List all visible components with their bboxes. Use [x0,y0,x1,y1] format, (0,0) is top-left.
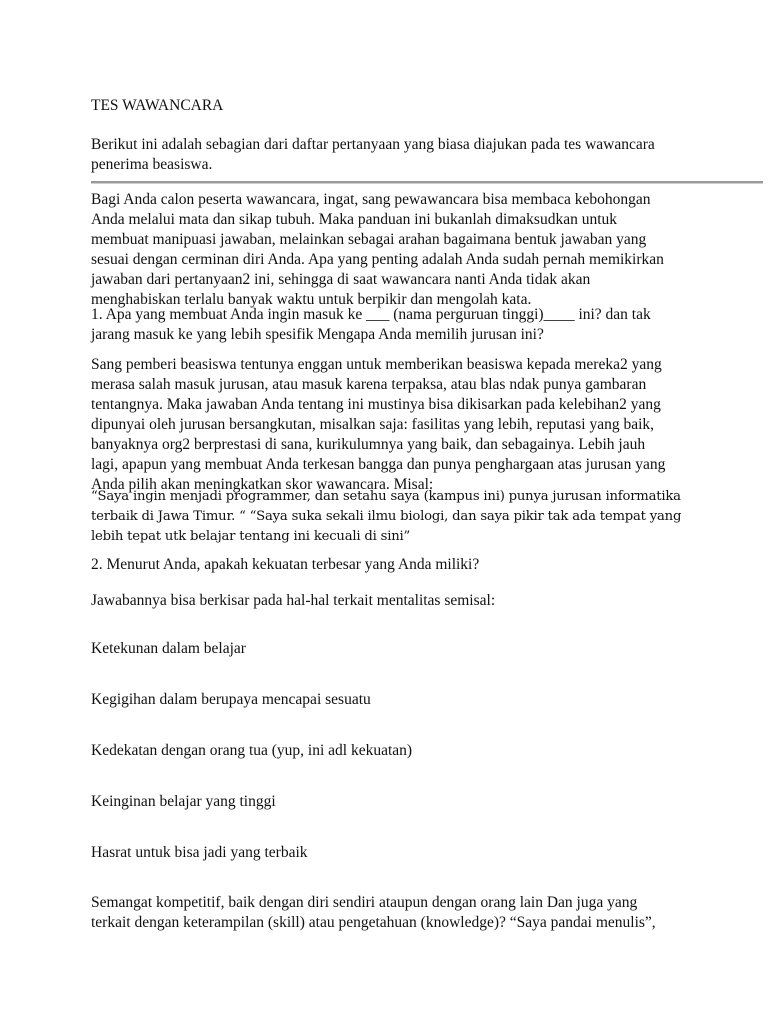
document-title [91,96,731,116]
text-line: terkait dengan keterampilan (skill) atau pengetahuan (knowledge)? “Saya pandai menulis”, [91,914,656,931]
text-line: “Saya ingin menjadi programmer, dan setahu saya (kampus ini) punya jurusan informatika [91,489,681,504]
text-line: Jawabannya bisa berkisar pada hal-hal terkait mentalitas semisal: [91,592,496,609]
text-line: jawaban dari pertanyaan2 ini, sehingga di saat wawancara nanti Anda tidak akan [91,271,591,288]
text-line: Sang pemberi beasiswa tentunya enggan untuk memberikan beasiswa kepada mereka2 yang [91,356,662,373]
text-line: Bagi Anda calon peserta wawancara, ingat, sang pewawancara bisa membaca kebohongan [91,191,651,208]
example-quote [91,487,731,547]
text-line: merasa salah masuk jurusan, atau masuk karena terpaksa, atau blas ndak punya gambaran [91,376,647,393]
advice-paragraph [91,190,731,310]
text-line: Berikut ini adalah sebagian dari daftar pertanyaan yang biasa diajukan pada tes wawancara [91,136,655,153]
text-line: Keinginan belajar yang tinggi [91,793,276,810]
text-line: 2. Menurut Anda, apakah kekuatan terbesar yang Anda miliki? [91,556,480,573]
text-line: sesuai dengan cerminan diri Anda. Apa yang penting adalah Anda sudah pernah memikirkan [91,251,664,268]
strength-item [91,893,731,933]
text-line: Hasrat untuk bisa jadi yang terbaik [91,844,308,861]
strength-item [91,741,731,761]
answer-2-intro [91,591,731,611]
answer-1-paragraph [91,355,731,495]
question-2 [91,555,731,575]
text-line: Ketekunan dalam belajar [91,640,246,657]
text-line: terbaik di Jawa Timur. “ “Saya suka sekali ilmu biologi, dan saya pikir tak ada tempat yang [91,509,682,524]
text-line: lebih tepat utk belajar tentang ini kecuali di sini” [91,529,411,544]
text-line: banyaknya org2 berprestasi di sana, kurikulumnya yang baik, dan sebagainya. Lebih jauh [91,436,646,453]
title-text: TES WAWANCARA [91,97,224,114]
text-line: penerima beasiswa. [91,156,213,173]
text-line: tentangnya. Maka jawaban Anda tentang ini mustinya bisa dikisarkan pada kelebihan2 yang [91,396,661,413]
text-line: 1. Apa yang membuat Anda ingin masuk ke ___ (nama perguruan tinggi)____ ini? dan tak [91,306,651,323]
text-line: Kedekatan dengan orang tua (yup, ini adl kekuatan) [91,742,413,759]
text-line: Kegigihan dalam berupaya mencapai sesuatu [91,691,371,708]
horizontal-divider [91,181,763,184]
text-line: lagi, apapun yang membuat Anda terkesan bangga dan punya penghargaan atas jurusan yang [91,456,666,473]
text-line: menghabiskan terlalu banyak waktu untuk berpikir dan mengolah kata. [91,291,532,308]
text-line: Semangat kompetitif, baik dengan diri sendiri ataupun dengan orang lain Dan juga yang [91,894,638,911]
strength-item [91,792,731,812]
question-1 [91,305,731,345]
text-line: jarang masuk ke yang lebih spesifik Mengapa Anda memilih jurusan ini? [91,326,544,343]
intro-paragraph [91,135,731,175]
strength-item [91,690,731,710]
text-line: Anda melalui mata dan sikap tubuh. Maka panduan ini bukanlah dimaksudkan untuk [91,211,618,228]
text-line: Anda pilih akan meningkatkan skor wawancara. Misal: [91,476,434,493]
text-line: dipunyai oleh jurusan bersangkutan, misalkan saja: fasilitas yang lebih, reputasi yang baik, [91,416,655,433]
strength-item [91,843,731,863]
text-line: membuat manipuasi jawaban, melainkan sebagai arahan bagaimana bentuk jawaban yang [91,231,647,248]
strength-item [91,639,731,659]
